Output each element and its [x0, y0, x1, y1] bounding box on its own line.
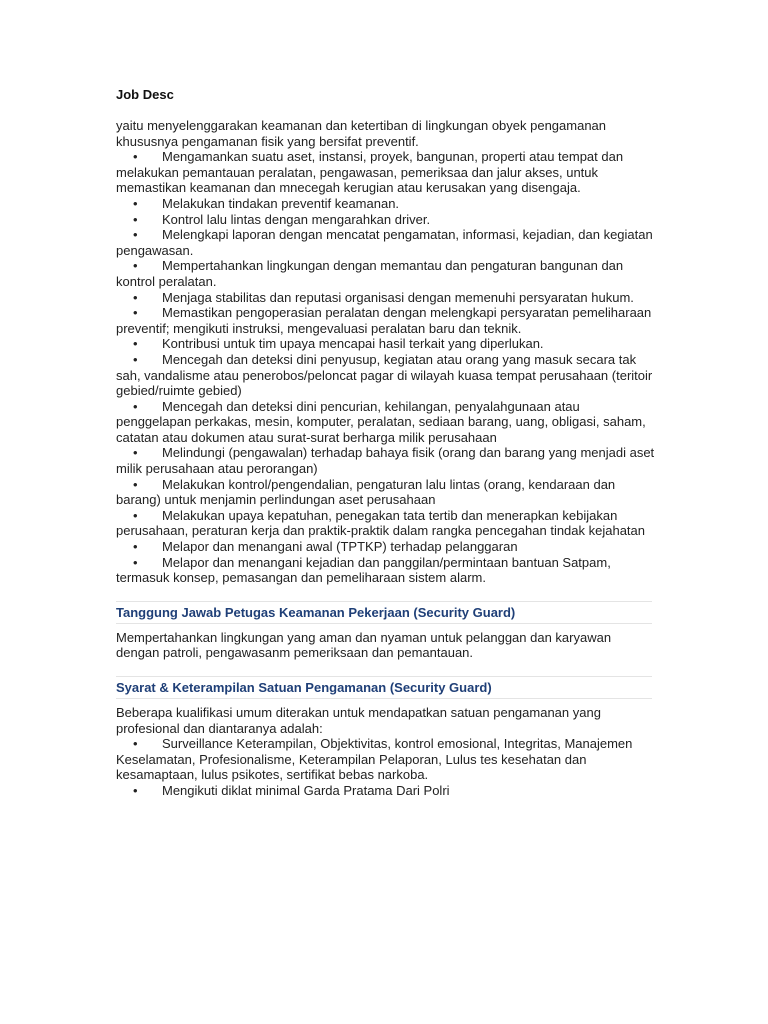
tanggung-jawab-text: Mempertahankan lingkungan yang aman dan nyaman untuk pelanggan dan karyawan dengan patroli, pengawasanm pemeriksaan dan pemantauan.: [116, 629, 612, 661]
list-item-text: Surveillance Keterampilan, Objektivitas, kontrol emosional, Integritas, Manajemen Keselamatan, Profesionalisme, Keterampilan Pelaporan, Lulus tes kesehatan dan kesamaptaan, lulus psikotes, sertifikat bebas narkoba.: [116, 736, 633, 783]
job-desc-list: [116, 149, 656, 586]
job-desc-title: Job Desc: [116, 87, 174, 102]
list-item-text: Melengkapi laporan dengan mencatat pengamatan, informasi, kejadian, dan kegiatan pengawasan.: [116, 227, 653, 258]
list-item-text: Melapor dan menangani awal (TPTKP) terhadap pelanggaran: [162, 539, 518, 555]
bullet-icon: •: [133, 289, 138, 305]
list-item-text: Menjaga stabilitas dan reputasi organisasi dengan memenuhi persyaratan hukum.: [162, 289, 634, 305]
bullet-icon: •: [133, 736, 138, 752]
bullet-icon: •: [133, 195, 138, 211]
list-item-text: Melapor dan menangani kejadian dan panggilan/permintaan bantuan Satpam, termasuk konsep, pemasangan dan pemeliharaan sistem alarm.: [116, 554, 611, 586]
list-item: [116, 290, 656, 306]
list-item-text: Melakukan kontrol/pengendalian, pengaturan lalu lintas (orang, kendaraan dan barang) untuk menjamin perlindungan aset perusahaan: [116, 476, 616, 508]
list-item: [116, 258, 656, 289]
list-item: [116, 227, 656, 258]
list-item: [116, 445, 656, 476]
bullet-icon: •: [133, 149, 138, 165]
list-item: [116, 539, 656, 555]
list-item-text: Memastikan pengoperasian peralatan dengan melengkapi persyaratan pemeliharaan preventif; mengikuti instruksi, mengevaluasi peralatan baru dan teknik.: [116, 305, 652, 336]
list-item: [116, 352, 656, 399]
job-desc-intro: yaitu menyelenggarakan keamanan dan ketertiban di lingkungan obyek pengamanan khususnya pengamanan fisik yang bersifat preventif.: [116, 118, 607, 149]
list-item: [116, 783, 656, 799]
list-item: [116, 399, 656, 446]
list-item: [116, 555, 656, 586]
bullet-icon: •: [133, 554, 138, 570]
syarat-intro: Beberapa kualifikasi umum diterakan untuk mendapatkan satuan pengamanan yang profesional dan diantaranya adalah:: [116, 705, 601, 736]
document-page: [116, 86, 656, 799]
list-item-text: Kontrol lalu lintas dengan mengarahkan driver.: [162, 211, 431, 227]
bullet-icon: •: [133, 398, 138, 414]
list-item-text: Melindungi (pengawalan) terhadap bahaya fisik (orang dan barang yang menjadi aset milik perusahaan atau perorangan): [116, 445, 655, 477]
bullet-icon: •: [133, 507, 138, 523]
bullet-icon: •: [133, 539, 138, 555]
list-item-text: Mencegah dan deteksi dini penyusup, kegiatan atau orang yang masuk secara tak sah, vandalisme atau penerobos/peloncat pagar di wilayah kuasa tempat perusahaan (teritoir gebied/ruimte gebied): [116, 351, 653, 399]
list-item: [116, 736, 656, 783]
list-item-text: Melakukan tindakan preventif keamanan.: [162, 195, 400, 211]
tanggung-jawab-heading: Tanggung Jawab Petugas Keamanan Pekerjaan (Security Guard): [116, 601, 652, 624]
bullet-icon: •: [133, 227, 138, 243]
bullet-icon: •: [133, 258, 138, 274]
bullet-icon: •: [133, 211, 138, 227]
list-item-text: Mempertahankan lingkungan dengan memantau dan pengaturan bangunan dan kontrol peralatan.: [116, 258, 624, 289]
list-item: [116, 305, 656, 336]
bullet-icon: •: [133, 476, 138, 492]
list-item-text: Mengamankan suatu aset, instansi, proyek, bangunan, properti atau tempat dan melakukan pemantauan peralatan, pengawasan, pemeriksaa dan jalur akses, untuk memastikan keamanan dan mnecegah kerugian atau kerusakan yang disengaja.: [116, 149, 624, 196]
list-item-text: Melakukan upaya kepatuhan, penegakan tata tertib dan menerapkan kebijakan perusahaan, peraturan kerja dan praktik-praktik dalam rangka pencegahan tindak kejahatan: [116, 507, 646, 539]
list-item-text: Mengikuti diklat minimal Garda Pratama Dari Polri: [162, 782, 450, 798]
bullet-icon: •: [133, 782, 138, 798]
bullet-icon: •: [133, 445, 138, 461]
list-item: [116, 212, 656, 228]
list-item-text: Kontribusi untuk tim upaya mencapai hasil terkait yang diperlukan.: [162, 336, 544, 352]
list-item: [116, 508, 656, 539]
bullet-icon: •: [133, 336, 138, 352]
list-item: [116, 196, 656, 212]
list-item: [116, 149, 656, 196]
bullet-icon: •: [133, 305, 138, 321]
list-item: [116, 477, 656, 508]
list-item-text: Mencegah dan deteksi dini pencurian, kehilangan, penyalahgunaan atau penggelapan perkakas, mesin, komputer, peralatan, sediaan barang, uang, obligasi, saham, catatan atau dokumen atau surat-surat berharga milik perusahaan: [116, 398, 646, 445]
bullet-icon: •: [133, 351, 138, 367]
syarat-heading: Syarat & Keterampilan Satuan Pengamanan (Security Guard): [116, 676, 652, 699]
list-item: [116, 336, 656, 352]
syarat-list: [116, 736, 656, 798]
